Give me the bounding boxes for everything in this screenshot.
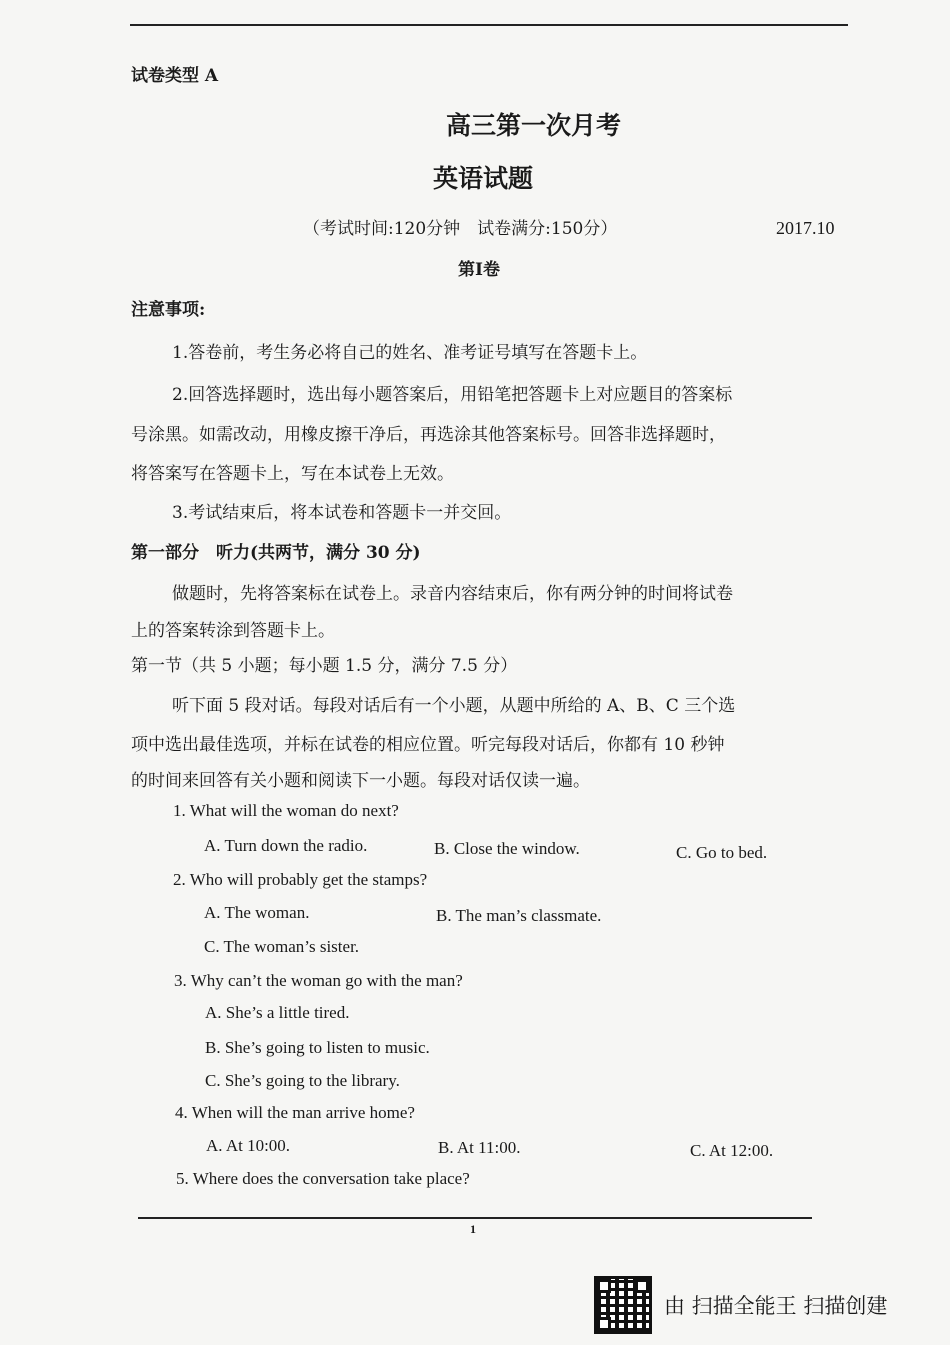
question-2-option-b: B. The man’s classmate. [436,906,602,925]
bottom-rule [138,1217,812,1219]
question-4-option-a: A. At 10:00. [206,1136,291,1155]
question-1-option-a: A. Turn down the radio. [204,836,368,855]
question-2-option-c: C. The woman’s sister. [204,937,360,956]
question-4-option-b: B. At 11:00. [438,1138,521,1157]
paper-type: 试卷类型 A [131,66,219,86]
question-1: 1. What will the woman do next? [173,801,399,820]
question-3: 3. Why can’t the woman go with the man? [174,971,463,990]
question-4-option-c: C. At 12:00. [690,1141,774,1160]
question-2-option-a: A. The woman. [204,903,310,922]
part1-heading: 第一部分 听力(共两节，满分 30 分) [131,543,421,563]
notice-item-2-line-2: 号涂黑。如需改动，用橡皮擦干净后，再选涂其他答案标号。回答非选择题时， [131,425,726,445]
notice-item-2-line-1: 2.回答选择题时，选出每小题答案后，用铅笔把答题卡上对应题目的答案标 [172,385,733,405]
question-3-option-a: A. She’s a little tired. [205,1003,350,1022]
question-4: 4. When will the man arrive home? [175,1103,415,1122]
section1-line-3: 的时间来回答有关小题和阅读下一小题。每段对话仅读一遍。 [131,771,590,791]
exam-title: 高三第一次月考 [446,111,622,140]
exam-info: （考试时间:120分钟 试卷满分:150分） [303,219,618,239]
exam-subtitle: 英语试题 [433,164,534,193]
question-2: 2. Who will probably get the stamps? [173,870,428,889]
notice-item-2-line-3: 将答案写在答题卡上，写在本试卷上无效。 [131,464,454,484]
page-number: 1 [470,1222,476,1236]
scanner-watermark: 由 扫描全能王 扫描创建 [664,1294,888,1318]
qr-code-icon [594,1276,652,1334]
top-rule [130,24,848,26]
question-1-option-b: B. Close the window. [434,839,580,858]
section1-heading: 第一节（共 5 小题；每小题 1.5 分，满分 7.5 分） [131,656,518,676]
exam-date: 2017.10 [776,218,835,238]
part1-intro-line-2: 上的答案转涂到答题卡上。 [131,621,335,641]
notice-item-1: 1.答卷前，考生务必将自己的姓名、准考证号填写在答题卡上。 [172,343,648,363]
volume-label: 第Ⅰ卷 [458,260,500,280]
question-5: 5. Where does the conversation take place? [176,1169,470,1188]
section1-line-2: 项中选出最佳选项，并标在试卷的相应位置。听完每段对话后，你都有 10 秒钟 [131,735,725,755]
question-3-option-c: C. She’s going to the library. [205,1071,400,1090]
section1-line-1: 听下面 5 段对话。每段对话后有一个小题，从题中所给的 A、B、C 三个选 [172,696,736,716]
part1-intro-line-1: 做题时，先将答案标在试卷上。录音内容结束后，你有两分钟的时间将试卷 [172,584,733,604]
notice-item-3: 3.考试结束后，将本试卷和答题卡一并交回。 [172,503,512,523]
notice-heading: 注意事项: [131,300,206,320]
question-3-option-b: B. She’s going to listen to music. [205,1038,430,1057]
question-1-option-c: C. Go to bed. [676,843,768,862]
